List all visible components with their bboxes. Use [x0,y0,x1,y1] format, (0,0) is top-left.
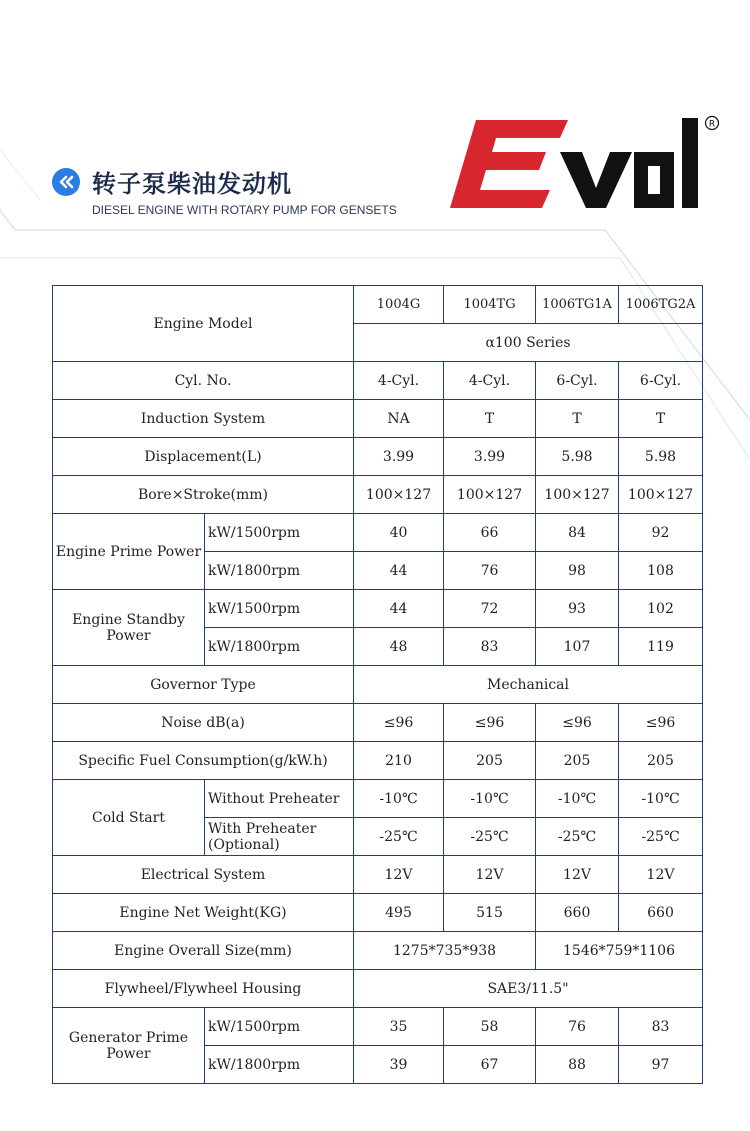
value-cell: -10℃ [619,780,703,818]
row-label-standby-power: Engine Standby Power [53,590,205,666]
engine-spec-table [52,285,703,1084]
value-cell: 83 [444,628,536,666]
value-cell: 5.98 [619,438,703,476]
value-cell: ≤96 [444,704,536,742]
value-cell: 5.98 [536,438,619,476]
sub-label: kW/1500rpm [205,1008,354,1046]
row-label-cold-start: Cold Start [53,780,205,856]
table-row [53,362,703,400]
value-cell: 40 [354,514,444,552]
value-cell: -25℃ [354,818,444,856]
value-cell: 1275*735*938 [354,932,536,970]
sub-label: With Preheater (Optional) [205,818,354,856]
value-cell: Mechanical [354,666,703,704]
value-cell: 98 [536,552,619,590]
value-cell: -10℃ [354,780,444,818]
row-label-bore-stroke: Bore×Stroke(mm) [53,476,354,514]
page-title-chinese: 转子泵柴油发动机 [92,170,292,198]
model-cell: 1004TG [444,286,536,324]
value-cell: 119 [619,628,703,666]
sub-label: kW/1800rpm [205,1046,354,1084]
value-cell: 6-Cyl. [619,362,703,400]
double-chevron-left-icon [52,168,80,196]
value-cell: -25℃ [536,818,619,856]
value-cell: 6-Cyl. [536,362,619,400]
row-label-prime-power: Engine Prime Power [53,514,205,590]
value-cell: 48 [354,628,444,666]
value-cell: 205 [536,742,619,780]
value-cell: 100×127 [444,476,536,514]
value-cell: 88 [536,1046,619,1084]
value-cell: 12V [354,856,444,894]
row-label-cyl: Cyl. No. [53,362,354,400]
value-cell: -10℃ [536,780,619,818]
value-cell: ≤96 [354,704,444,742]
row-label-displacement: Displacement(L) [53,438,354,476]
value-cell: 108 [619,552,703,590]
value-cell: 97 [619,1046,703,1084]
value-cell: 107 [536,628,619,666]
table-row [53,780,703,818]
sub-label: kW/1800rpm [205,628,354,666]
value-cell: 58 [444,1008,536,1046]
table-row [53,970,703,1008]
model-cell: 1004G [354,286,444,324]
value-cell: 44 [354,590,444,628]
row-label-flywheel: Flywheel/Flywheel Housing [53,970,354,1008]
table-row [53,742,703,780]
sub-label: kW/1500rpm [205,590,354,628]
table-row [53,590,703,628]
value-cell: 44 [354,552,444,590]
value-cell: T [444,400,536,438]
row-label-electrical: Electrical System [53,856,354,894]
value-cell: ≤96 [619,704,703,742]
value-cell: 660 [619,894,703,932]
table-row [53,932,703,970]
value-cell: 515 [444,894,536,932]
evol-logo [450,112,722,214]
value-cell: 4-Cyl. [354,362,444,400]
table-row [53,666,703,704]
value-cell: 93 [536,590,619,628]
table-row [53,400,703,438]
model-cell: 1006TG2A [619,286,703,324]
row-label-governor: Governor Type [53,666,354,704]
value-cell: 3.99 [444,438,536,476]
row-label-induction: Induction System [53,400,354,438]
row-label-overall-size: Engine Overall Size(mm) [53,932,354,970]
value-cell: 102 [619,590,703,628]
value-cell: NA [354,400,444,438]
value-cell: -10℃ [444,780,536,818]
value-cell: 67 [444,1046,536,1084]
value-cell: 12V [444,856,536,894]
table-row [53,514,703,552]
value-cell: 66 [444,514,536,552]
value-cell: SAE3/11.5" [354,970,703,1008]
row-label-sfc: Specific Fuel Consumption(g/kW.h) [53,742,354,780]
table-row [53,856,703,894]
value-cell: 210 [354,742,444,780]
table-row [53,476,703,514]
svg-text:R: R [708,119,716,130]
table-row [53,286,703,324]
value-cell: 12V [619,856,703,894]
value-cell: 35 [354,1008,444,1046]
row-label-noise: Noise dB(a) [53,704,354,742]
row-label-generator-prime-power: Generator Prime Power [53,1008,205,1084]
value-cell: -25℃ [619,818,703,856]
value-cell: -25℃ [444,818,536,856]
table-row [53,894,703,932]
series-cell: α100 Series [354,324,703,362]
value-cell: 84 [536,514,619,552]
sub-label: kW/1800rpm [205,552,354,590]
value-cell: 4-Cyl. [444,362,536,400]
value-cell: 100×127 [619,476,703,514]
sub-label: Without Preheater [205,780,354,818]
sub-label: kW/1500rpm [205,514,354,552]
row-label-weight: Engine Net Weight(KG) [53,894,354,932]
value-cell: 100×127 [354,476,444,514]
table-row [53,704,703,742]
value-cell: 83 [619,1008,703,1046]
value-cell: 205 [444,742,536,780]
value-cell: 12V [536,856,619,894]
value-cell: 660 [536,894,619,932]
page-subtitle-english: DIESEL ENGINE WITH ROTARY PUMP FOR GENSETS [92,203,397,217]
value-cell: 92 [619,514,703,552]
value-cell: 3.99 [354,438,444,476]
model-cell: 1006TG1A [536,286,619,324]
value-cell: T [619,400,703,438]
value-cell: 1546*759*1106 [536,932,703,970]
value-cell: 205 [619,742,703,780]
value-cell: ≤96 [536,704,619,742]
value-cell: 72 [444,590,536,628]
table-row [53,438,703,476]
value-cell: T [536,400,619,438]
row-label-engine-model: Engine Model [53,286,354,362]
value-cell: 100×127 [536,476,619,514]
table-row [53,1008,703,1046]
value-cell: 39 [354,1046,444,1084]
value-cell: 495 [354,894,444,932]
value-cell: 76 [444,552,536,590]
value-cell: 76 [536,1008,619,1046]
